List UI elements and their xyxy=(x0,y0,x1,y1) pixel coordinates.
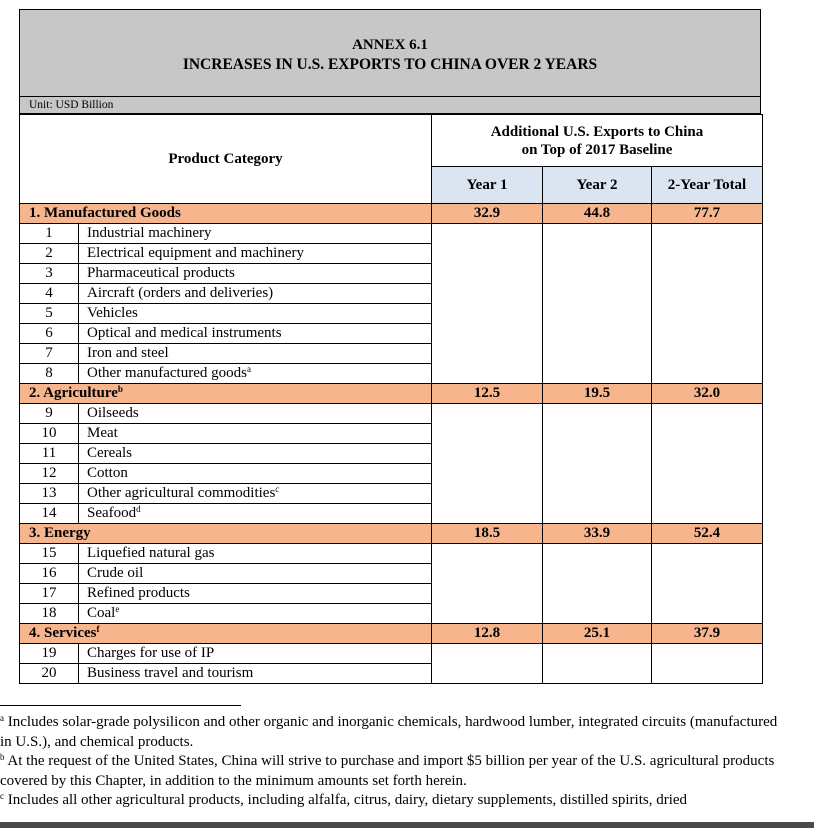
item-number: 15 xyxy=(20,544,79,564)
empty-total-cell xyxy=(652,224,763,384)
empty-year2-cell xyxy=(543,644,652,684)
item-label-cell xyxy=(79,664,432,684)
item-row xyxy=(20,544,763,564)
category-label xyxy=(20,384,432,404)
empty-year1-cell xyxy=(432,404,543,524)
item-label: Cotton xyxy=(87,465,128,481)
item-row xyxy=(20,404,763,424)
category-name: 4. Services xyxy=(29,625,97,641)
item-footnote-mark: d xyxy=(136,504,141,514)
item-label-cell xyxy=(79,344,432,364)
footnote-b xyxy=(0,752,780,791)
empty-total-cell xyxy=(652,644,763,684)
category-row xyxy=(20,204,763,224)
category-footnote-mark: f xyxy=(96,624,100,634)
category-year1: 12.5 xyxy=(432,384,543,404)
item-label-cell xyxy=(79,424,432,444)
category-name: 3. Energy xyxy=(29,525,91,541)
window-bottom-bar xyxy=(0,822,814,828)
category-row xyxy=(20,624,763,644)
item-label: Seafood xyxy=(87,505,137,521)
category-label xyxy=(20,624,432,644)
item-number: 5 xyxy=(20,304,79,324)
item-label: Optical and medical instruments xyxy=(87,325,282,341)
item-label: Industrial machinery xyxy=(87,225,212,241)
year2-header: Year 2 xyxy=(543,167,652,204)
item-number: 4 xyxy=(20,284,79,304)
item-label: Pharmaceutical products xyxy=(87,265,235,281)
item-label-cell xyxy=(79,644,432,664)
item-number: 20 xyxy=(20,664,79,684)
empty-year1-cell xyxy=(432,544,543,624)
footnote-text: Includes all other agricultural products, including alfalfa, citrus, dairy, dietary supplements, distilled spirits, dried xyxy=(4,792,688,808)
annex-title: INCREASES IN U.S. EXPORTS TO CHINA OVER 2 YEARS xyxy=(182,56,598,73)
category-label xyxy=(20,204,432,224)
unit-label: Unit: USD Billion xyxy=(19,97,761,114)
empty-year1-cell xyxy=(432,644,543,684)
item-label-cell xyxy=(79,324,432,344)
item-number: 3 xyxy=(20,264,79,284)
category-total: 37.9 xyxy=(652,624,763,644)
title-band xyxy=(19,9,761,97)
empty-total-cell xyxy=(652,544,763,624)
item-label: Vehicles xyxy=(87,305,138,321)
item-number: 18 xyxy=(20,604,79,624)
footnote-mark: c xyxy=(0,791,4,801)
item-row xyxy=(20,224,763,244)
item-row xyxy=(20,644,763,664)
category-year1: 32.9 xyxy=(432,204,543,224)
item-label: Other agricultural commodities xyxy=(87,485,276,501)
annex-number: ANNEX 6.1 xyxy=(352,37,428,53)
item-number: 8 xyxy=(20,364,79,384)
item-number: 12 xyxy=(20,464,79,484)
category-name: 1. Manufactured Goods xyxy=(29,205,181,221)
item-footnote-mark: c xyxy=(275,484,280,494)
product-category-header: Product Category xyxy=(20,115,432,204)
item-number: 14 xyxy=(20,504,79,524)
empty-year2-cell xyxy=(543,544,652,624)
item-number: 11 xyxy=(20,444,79,464)
total-header: 2-Year Total xyxy=(652,167,763,204)
item-label-cell xyxy=(79,584,432,604)
item-number: 19 xyxy=(20,644,79,664)
footnote-c xyxy=(0,791,780,811)
item-label: Business travel and tourism xyxy=(87,665,254,681)
category-year2: 33.9 xyxy=(543,524,652,544)
item-label-cell xyxy=(79,304,432,324)
footnote-mark: b xyxy=(0,752,5,762)
footnote-rule xyxy=(0,705,241,706)
category-total: 52.4 xyxy=(652,524,763,544)
category-year1: 18.5 xyxy=(432,524,543,544)
item-label: Iron and steel xyxy=(87,345,169,361)
empty-year2-cell xyxy=(543,224,652,384)
item-number: 9 xyxy=(20,404,79,424)
additional-header-line2: on Top of 2017 Baseline xyxy=(521,141,673,158)
item-label: Other manufactured goods xyxy=(87,365,247,381)
item-label: Coal xyxy=(87,605,116,621)
category-year2: 25.1 xyxy=(543,624,652,644)
category-year2: 19.5 xyxy=(543,384,652,404)
category-row xyxy=(20,524,763,544)
footnote-mark: a xyxy=(0,713,4,723)
item-label: Oilseeds xyxy=(87,405,139,421)
category-footnote-mark: b xyxy=(117,384,123,394)
category-row xyxy=(20,384,763,404)
item-footnote-mark: a xyxy=(246,364,251,374)
item-number: 17 xyxy=(20,584,79,604)
item-label-cell xyxy=(79,264,432,284)
additional-exports-header xyxy=(432,115,763,167)
item-label: Electrical equipment and machinery xyxy=(87,245,304,261)
empty-year1-cell xyxy=(432,224,543,384)
item-label-cell xyxy=(79,484,432,504)
item-number: 7 xyxy=(20,344,79,364)
item-label: Meat xyxy=(87,425,118,441)
item-label: Refined products xyxy=(87,585,190,601)
item-number: 1 xyxy=(20,224,79,244)
category-label xyxy=(20,524,432,544)
item-label-cell xyxy=(79,604,432,624)
item-number: 10 xyxy=(20,424,79,444)
item-label-cell xyxy=(79,244,432,264)
empty-total-cell xyxy=(652,404,763,524)
item-label-cell xyxy=(79,504,432,524)
item-label: Crude oil xyxy=(87,565,144,581)
footnotes xyxy=(0,713,780,811)
item-label-cell xyxy=(79,284,432,304)
item-label: Aircraft (orders and deliveries) xyxy=(87,285,274,301)
item-number: 6 xyxy=(20,324,79,344)
year1-header: Year 1 xyxy=(432,167,543,204)
footnote-text: At the request of the United States, China will strive to purchase and import $5 billion per year of the U.S. agricultural products covered by this Chapter, in addition to the minimum amounts set forth herein. xyxy=(0,753,775,789)
item-footnote-mark: e xyxy=(115,604,120,614)
item-label: Charges for use of IP xyxy=(87,645,215,661)
item-number: 16 xyxy=(20,564,79,584)
category-name: 2. Agriculture xyxy=(29,385,118,401)
item-label: Liquefied natural gas xyxy=(87,545,215,561)
item-label: Cereals xyxy=(87,445,132,461)
category-year1: 12.8 xyxy=(432,624,543,644)
item-label-cell xyxy=(79,444,432,464)
exports-table xyxy=(19,114,763,684)
item-number: 2 xyxy=(20,244,79,264)
item-label-cell xyxy=(79,564,432,584)
footnote-a xyxy=(0,713,780,752)
item-label-cell xyxy=(79,224,432,244)
item-label-cell xyxy=(79,464,432,484)
category-total: 77.7 xyxy=(652,204,763,224)
item-label-cell xyxy=(79,364,432,384)
category-total: 32.0 xyxy=(652,384,763,404)
footnote-text: Includes solar-grade polysilicon and other organic and inorganic chemicals, hardwood lumber, integrated circuits (manufactured in U.S.), and chemical products. xyxy=(0,714,778,750)
additional-header-line1: Additional U.S. Exports to China xyxy=(490,123,704,140)
item-label-cell xyxy=(79,544,432,564)
empty-year2-cell xyxy=(543,404,652,524)
item-label-cell xyxy=(79,404,432,424)
category-year2: 44.8 xyxy=(543,204,652,224)
item-number: 13 xyxy=(20,484,79,504)
